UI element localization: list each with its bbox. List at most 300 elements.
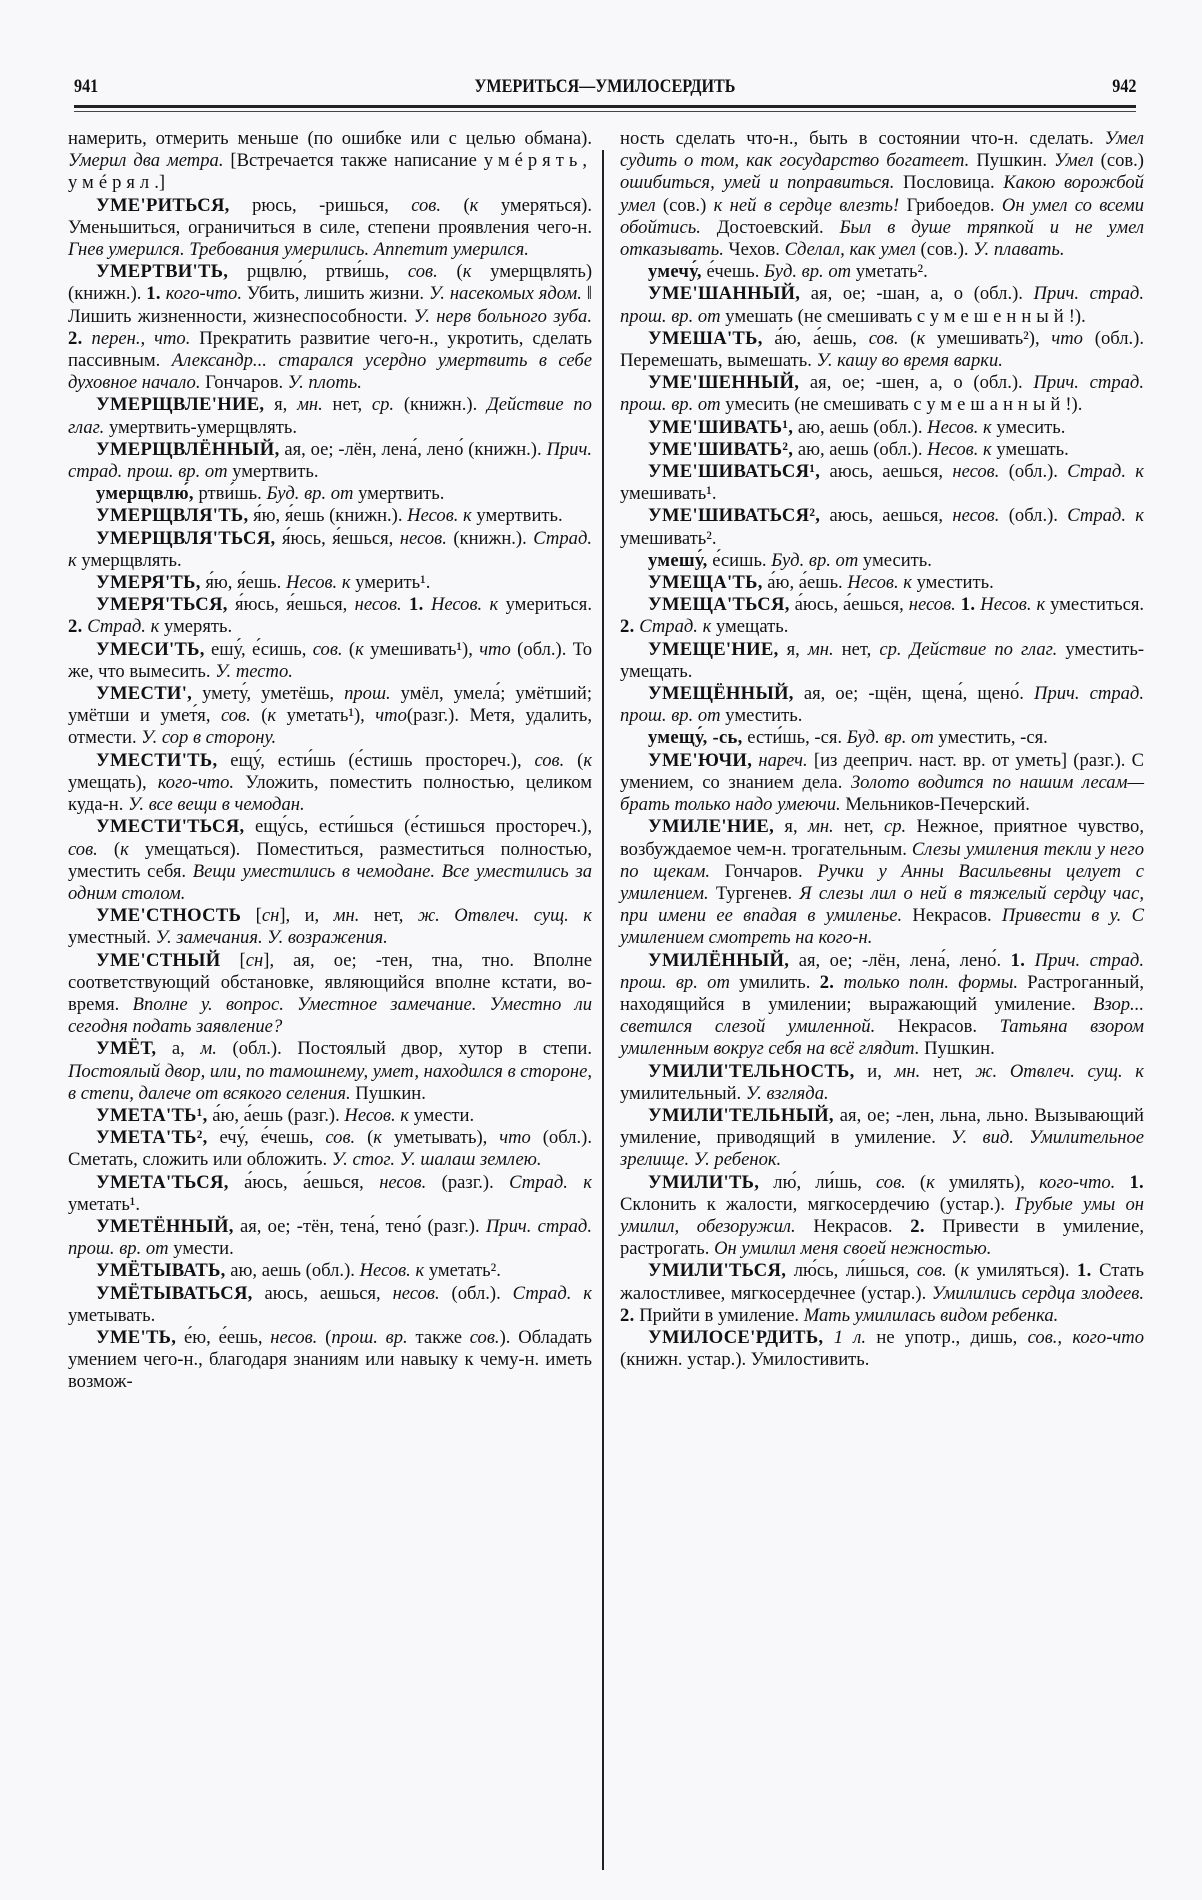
entry-text: ая, ое; -шен, а, о (обл.). [799,372,1034,394]
italic-text: Страд. к [639,616,712,638]
entry-text [834,972,843,993]
italic-text: У. нерв больного зуба. [413,305,592,327]
italic-text: к [926,1171,935,1193]
entry-text: умешать. [991,438,1069,460]
headword: умерщвлю́, [96,483,194,505]
italic-text: Был в душе тряпкой и не умел отказывать. [620,216,1144,261]
entry-text [823,1327,833,1348]
entry-text: и, [854,1060,895,1082]
italic-text: несов. [908,594,956,616]
headword: УМЕРЩВЛЯ'ТЬ, [96,505,249,527]
entry-text: умериться. [498,594,593,616]
italic-text: Сделал, как умел [784,239,916,261]
entry-text: ность сделать что-н., быть в состоянии что-н. сделать. [620,128,1105,149]
headword: УМЕЩА'ТЬСЯ, [648,594,790,616]
entry-text: Некрасов. [795,1215,911,1237]
entry-text: уметать². [424,1260,501,1282]
entry-text: (книжн.). [394,394,487,416]
italic-text: сов. [469,1326,500,1348]
entry-text: умерять. [159,616,233,638]
italic-text: сов. [916,1260,947,1282]
entry-text: Склонить к жалости, мягкосердечию (устар.). [620,1193,1016,1215]
entry-text: ести́шь, -ся. [742,727,847,749]
headword: УМЕРЩВЛЯ'ТЬСЯ, [96,527,276,549]
entry-text: уместить-умещать. [620,638,1145,682]
entry-text: Пушкин. [969,150,1055,172]
italic-text: Грубые умы он умилил, обезоружил. [620,1193,1144,1237]
italic-text: У. насекомых ядом. [428,283,582,305]
headword: УМЕРЯ'ТЬСЯ, [96,594,228,616]
italic-text: Умел судить о том, как государство богатеет. [620,128,1144,172]
running-head: УМЕРИТЬСЯ—УМИЛОСЕРДИТЬ [474,76,736,97]
italic-text: Несов. к [285,572,351,594]
entry-text: Пушкин. [350,1082,426,1104]
entry-text: умешивать¹. [620,483,717,505]
headword: УМЕСТИ', [96,683,193,705]
entry-text: (сов.) [655,194,714,216]
italic-text: У. плоть. [287,372,362,394]
entry-text: умертвить. [353,483,445,505]
entry-text: также [407,1326,470,1348]
entry-text: ешу́, е́сишь, [204,638,313,660]
entry-text: Мельников-Печерский. [840,794,1030,816]
dictionary-entry [620,328,1144,372]
entry-text: Некрасов. [902,905,1002,927]
entry-text: умешивать²), [925,327,1052,349]
italic-text: кого-что. [165,283,242,305]
italic-text: только полн. формы. [843,971,1019,993]
entry-text: умилить. [729,971,820,993]
dictionary-entry [68,1038,592,1105]
entry-text: умилять), [934,1171,1040,1193]
italic-text: Привести в у. С умилением смотреть на кого-н. [620,905,1144,949]
italic-text: Действие по глаг. [68,394,592,438]
dictionary-entry [620,727,1144,749]
dictionary-entry [68,128,592,195]
italic-text: Взор... светился слезой умиленной. [620,993,1144,1038]
entry-text: (обл.). То же, что вымесить. [68,638,592,682]
entry-text: умешать (не смешивать с [720,305,930,327]
italic-text: Страд. к [1067,461,1144,483]
entry-text: аю, аешь (обл.). [793,438,928,460]
italic-text: к [916,327,926,349]
entry-text: ( [250,705,268,727]
column-divider [602,150,604,1870]
entry-text: уместить, -ся. [933,727,1048,749]
entry-text: е́ю, е́ешь, [176,1326,271,1348]
headword: умещу́, -сь, [648,727,743,749]
dictionary-entry [68,1260,592,1282]
entry-text: ( [905,1171,927,1193]
italic-text: Несов. к [980,594,1046,616]
entry-text [1025,950,1034,971]
headword: УМЕ'ШЕННЫЙ, [648,372,800,394]
entry-text: а́ю, а́ешь (разг.). [207,1104,345,1126]
dictionary-entry [620,950,1144,1061]
headword: УМЕСТИ'ТЬ, [96,749,218,771]
headword: УМЕ'ШИВАТЬ², [648,438,794,460]
italic-text: несов. [392,1282,440,1304]
italic-text: м. [200,1038,217,1060]
entry-text: .] [154,172,166,194]
entry-text: !). [1068,305,1086,327]
italic-text: что [1051,327,1083,349]
italic-text: сов. [411,194,442,216]
entry-text [83,328,92,349]
italic-text: сов., кого-что [1027,1326,1144,1348]
entry-text: а, [156,1038,201,1060]
italic-text: что [375,705,407,727]
italic-text: ж. Отвлеч. сущ. к [975,1060,1144,1082]
dictionary-entry [620,1105,1144,1172]
italic-text: ср. [883,816,907,838]
headword: 1. [1077,1260,1092,1282]
entry-text: аю, аешь (обл.). [793,416,928,438]
headword: умешу́, [648,549,708,571]
headword: 2. [68,327,83,349]
italic-text: сн [261,905,280,927]
entry-text: (обл.). Перемешать, вымешать. [620,327,1145,372]
dictionary-entry [68,528,592,572]
entry-text: Некрасов. [875,1016,1000,1038]
italic-text: несов. [270,1326,318,1348]
entry-text: Пословица. [894,172,1004,194]
entry-text: умету́, уметёшь, [192,683,345,705]
entry-text: (сов.) [1093,150,1144,172]
entry-text: ( [441,194,470,216]
dictionary-entry [620,572,1144,594]
headword: УМЕ'ШИВАТЬ¹, [648,416,794,438]
dictionary-entry [68,261,592,394]
entry-text: лю́сь, ли́шься, [786,1260,917,1282]
entry-text: умесить. [991,416,1066,438]
italic-text: Страд. к [509,1171,592,1193]
italic-text: Он умел со всеми обойтись. [620,194,1144,238]
dictionary-entry [620,750,1144,817]
italic-text: У. сор в сторону. [141,727,277,749]
entry-text: лю́, ли́шь, [759,1171,876,1193]
italic-text: мн. [297,394,323,416]
entry-text: умести. [408,1104,475,1126]
italic-text: У. вид. Умилительное зрелище. У. ребенок. [620,1127,1145,1171]
italic-text: Прич. страд. прош. вр. от [68,438,592,483]
italic-text: к [583,749,593,771]
dictionary-entry [68,505,592,527]
headword: УМЕЩЕ'НИЕ, [648,638,779,660]
entry-text: уместить. [720,705,803,727]
entry-text: Чехов. [723,239,785,261]
headword: 2. [68,616,83,638]
entry-text: Тургенев. [708,882,800,904]
dictionary-entry [68,950,592,1039]
headword: УМЕРТВИ'ТЬ, [96,261,229,283]
entry-text: умешивать². [620,527,717,549]
italic-text: Вполне у. вопрос. Уместное замечание. Уместно ли сегодня подать заявление? [68,993,592,1038]
italic-text: мн. [807,816,834,838]
entry-text: ещу́, ести́шь (е́стишь простореч.), [217,749,535,771]
italic-text: У. кашу во время варки. [816,350,1003,372]
italic-text: несов. [354,594,402,616]
entry-text: (сов.). [915,239,974,261]
headword: УМИЛЁННЫЙ, [648,949,790,971]
entry-text: умиляться). [969,1260,1078,1282]
entry-text: [из дееприч. наст. вр. от уметь] (разг.). С умением, со знанием дела. [620,749,1144,793]
dictionary-entry [68,483,592,505]
dictionary-entry [68,394,592,438]
dictionary-entry [68,1283,592,1327]
headword: УМЕРЯ'ТЬ, [96,572,201,594]
headword: 2. [620,1304,635,1326]
italic-text: Умел [1054,150,1094,172]
dictionary-entry [68,1327,592,1394]
headword: УМЕРЩВЛЕ'НИЕ, [96,394,265,416]
entry-text: ечу́, е́чешь, [207,1127,326,1149]
headword: УМЕРЩВЛЁННЫЙ, [96,438,280,460]
entry-text: (разг.). Метя, удалить, отмести. [68,705,593,749]
entry-text: (обл.). Сметать, сложить или обложить. [68,1127,592,1171]
entry-text: нет, [322,394,372,416]
entry-text: уметать². [851,261,928,283]
dictionary-entry [620,283,1144,327]
italic-text: Прич. страд. прош. вр. от [620,372,1144,416]
right-column [620,128,1144,1371]
italic-text: Несов. к [927,438,992,460]
italic-text: к [469,194,479,216]
entry-text [424,594,431,615]
entry-text: [ [241,905,262,927]
dictionary-entry [620,372,1144,416]
italic-text: прош. вр. [331,1326,408,1348]
entry-text: ая, ое; -лен, льна, льно. Вызывающий умиление, приводящий в умиление. [620,1104,1144,1149]
entry-text: уместный. [68,927,156,949]
entry-text [402,594,409,615]
entry-text: [Встречается также написание [223,150,484,172]
entry-text: ( [898,327,917,349]
entry-text: умерщвлять. [76,549,182,571]
dictionary-entry [620,128,1144,261]
italic-text: Умилились сердца злодеев. [931,1282,1144,1304]
headword: 1. [1010,949,1026,971]
entry-text: нет, [833,638,880,660]
entry-text: (разг.). [426,1171,510,1193]
entry-text: уместить. [911,572,994,594]
entry-text: умéрять, умéрял [68,150,592,194]
italic-text: к [960,1260,970,1282]
dictionary-entry [620,639,1144,683]
italic-text: Несов. к [407,505,472,527]
entry-text: ‖ Лишить жизненности, жизнеспособности. [68,283,593,327]
dictionary-entry [620,461,1144,505]
entry-text: я́ю, я́ешь (книжн.). [248,505,408,527]
headword: УМЕТА'ТЬ¹, [96,1104,208,1126]
italic-text: Прич. страд. прош. вр. от [68,1215,592,1260]
dictionary-entry [68,639,592,683]
entry-text: умерить¹. [350,572,431,594]
headword: 1. [146,283,161,305]
page-number-right: 942 [1111,76,1136,97]
dictionary-entry [68,905,592,949]
entry-text: ртви́шь. [193,483,267,505]
dictionary-entry [620,1260,1144,1327]
entry-text: аю, аешь (обл.). [225,1260,360,1282]
dictionary-entry [68,195,592,262]
headword: УМЕША'ТЬ, [648,327,763,349]
entry-text: аюсь, аешься, [820,461,953,483]
italic-text: Страд. к [87,616,160,638]
entry-text: Убить, лишить жизни. [242,283,429,305]
headword: УМЕ'ЮЧИ, [648,749,753,771]
entry-text: я, [778,638,808,660]
entry-text: ( [564,749,584,771]
entry-text: нет, [920,1060,976,1082]
italic-text: мн. [894,1060,921,1082]
italic-text: Страд. к [512,1282,592,1304]
italic-text: мн. [807,638,834,660]
entry-text: умешенный [929,305,1069,327]
entry-text: уместиться. [1045,594,1145,616]
dictionary-entry [68,439,592,483]
dictionary-entry [620,1061,1144,1105]
entry-text: умесить. [858,549,932,571]
dictionary-entry [620,683,1144,727]
italic-text: Прич. страд. прош. вр. от [620,949,1144,993]
italic-text: несов. [399,527,447,549]
dictionary-entry [620,261,1144,283]
italic-text: кого-что. [157,771,235,793]
entry-text: Гончаров. [710,860,818,882]
italic-text: Прич. страд. прош. вр. от [620,283,1144,327]
entry-text: ], ая, ое; -тен, тна, тно. Вполне соответствующий обстановке, являющийся вполне кстати, во-время. [68,949,593,1015]
entry-text: умешанный [926,394,1066,416]
page-header [74,76,1136,106]
entry-text: [ [220,949,246,971]
entry-text: ( [437,261,463,283]
entry-text: аюсь, аешься, [820,505,953,527]
entry-text: ( [946,1260,961,1282]
dictionary-entry [620,816,1144,949]
header-rule [74,105,1136,112]
entry-text: аюсь, аешься, [252,1282,393,1304]
italic-text: к ней в сердце влезть! [713,194,900,216]
entry-text: я́юсь, я́ешься, [275,527,400,549]
entry-text: !). [1065,394,1083,416]
italic-text: У. тесто. [215,660,293,682]
entry-text: рщвлю́, ртви́шь, [228,261,408,283]
entry-text: а́ю, а́ешь, [762,327,869,349]
entry-text: Растроганный, находящийся в умилении; выражающий умиление. [620,971,1144,1015]
headword: УМЕСИ'ТЬ, [96,638,205,660]
italic-text: Несов. к [344,1104,409,1126]
dictionary-entry [68,750,592,817]
page-number-left: 941 [74,76,99,97]
headword: УМЕТА'ТЬ², [96,1127,208,1149]
italic-text: сов. [325,1127,356,1149]
entry-text: ая, ое; -лён, лена́, лено́ (книжн.). [279,438,547,460]
entry-text: Пушкин. [919,1038,995,1060]
headword: УМЕСТИ'ТЬСЯ, [96,816,245,838]
headword: 1. [1129,1171,1144,1193]
entry-text: ). Обладать умением чего-н., благодаря знаниям или навыку к чему-н. иметь возмож- [68,1326,592,1393]
entry-text: Стать жалостливее, мягкосердечнее (устар.). [620,1260,1145,1304]
entry-text: Гончаров. [200,372,288,394]
entry-text [1115,1172,1129,1193]
italic-text: У. взгляда. [745,1082,829,1104]
italic-text: несов. [952,505,1000,527]
italic-text: 1 л. [833,1326,867,1348]
entry-text: Прийти в умиление. [634,1304,804,1326]
dictionary-entry [68,1216,592,1260]
headword: УМЕ'ШИВАТЬСЯ¹, [648,461,821,483]
italic-text: что [479,638,511,660]
italic-text: к [373,1127,382,1149]
entry-text: умилительный. [620,1082,746,1104]
headword: УМЕ'ШАННЫЙ, [648,283,801,305]
dictionary-entry [68,1127,592,1171]
headword: 2. [910,1215,925,1237]
dictionary-entry [620,439,1144,461]
italic-text: сов. [868,327,899,349]
left-column [68,128,592,1394]
italic-text: Александр... старался усердно умертвить в себе духовное начало. [68,350,592,394]
entry-text: умесить (не смешивать с [720,394,927,416]
italic-text: Ручки у Анны Васильевны целует с умилением. [620,860,1144,904]
entry-text: Достоевский. [700,216,840,238]
italic-text: Гнев умерился. Требования умерились. Аппетит умерился. [68,239,529,261]
italic-text: перен., что. [91,327,191,349]
entry-text: умертвить. [471,505,563,527]
dictionary-entry [68,572,592,594]
headword: УМЕТЁННЫЙ, [96,1215,234,1237]
italic-text: кого-что. [1039,1171,1116,1193]
italic-text: Мать умилилась видом ребенка. [803,1304,1059,1326]
italic-text: что [499,1127,531,1149]
italic-text: сов. [407,261,438,283]
italic-text: нареч. [758,749,808,771]
entry-text: (книжн. устар.). Умилостивить. [620,1349,870,1371]
entry-text: нет, [833,816,884,838]
entry-text: умёл, умела́; умётший; умётши и умет́я, [68,683,592,727]
entry-text: уметывать. [68,1304,156,1326]
entry-text: умертвить-умерщвлять. [104,416,298,438]
entry-text: а́юсь, а́ешься, [789,594,909,616]
headword: УМИЛИ'ТЬ, [648,1171,760,1193]
entry-text: Нежное, приятное чувство, возбуждаемое чем-н. трогательным. [620,816,1144,860]
headword: УМИЛОСЕ'РДИТЬ, [648,1326,824,1348]
italic-text: Буд. вр. от [764,261,852,283]
entry-text: Привести в умиление, растрогать. [620,1215,1144,1260]
italic-text: Постоялый двор, или, по тамошнему, умет, находился в стороне, в степи, далече от всякого селения. [68,1060,592,1104]
entry-text: я́ю, я́ешь. [200,572,286,594]
italic-text: к [267,705,277,727]
headword: УМЕ'ШИВАТЬСЯ², [648,505,821,527]
headword: УМЕ'РИТЬСЯ, [96,194,230,216]
italic-text: Буд. вр. от [846,727,934,749]
italic-text: Слезы умиления текли у него по щекам. [620,838,1144,882]
italic-text: Он умилил меня своей нежностью. [714,1238,992,1260]
entry-text: уметать¹. [68,1193,141,1215]
headword: УМЕ'СТНОСТЬ [96,905,242,927]
entry-text: ая, ое; -лён, лена́, лено́. [789,949,1011,971]
headword: УМИЛИ'ТЬСЯ, [648,1260,787,1282]
italic-text: Прич. страд. прош. вр. от [620,683,1144,727]
italic-text: ж. Отвлеч. сущ. к [417,905,592,927]
headword: УМИЛИ'ТЕЛЬНЫЙ, [648,1104,834,1126]
italic-text: сов. [534,749,565,771]
headword: 2. [620,616,635,638]
headword: УМЕ'СТНЫЙ [96,949,221,971]
entry-text: я, [264,394,298,416]
entry-text: ая, ое; -щён, щена́, щено́. [793,683,1035,705]
